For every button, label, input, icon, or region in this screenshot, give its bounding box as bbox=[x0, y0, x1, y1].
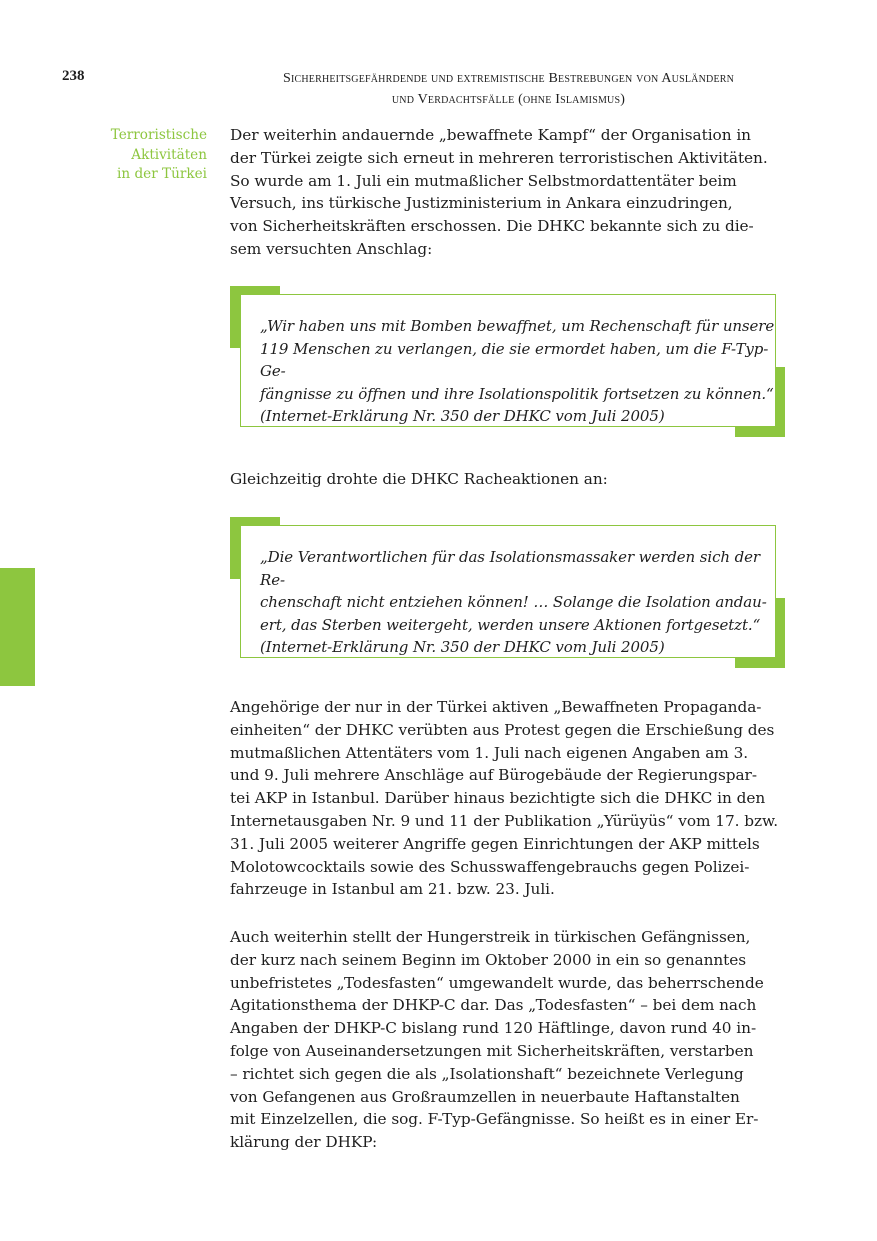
paragraph-4: Auch weiterhin stellt der Hungerstreik in türkischen Gefängnissen, der kurz nach seinem Beginn im Oktober 2000 in ein so genanntes unbefristetes „Todesfasten“ umgewandelt wurde, das beherrschende Agitationsthema der DHKP-C dar. Das „Todesfasten“ – bei dem nach Angaben der DHKP-C bislang rund 120 Häftlinge, davon rund 40 in- folge von Auseinandersetzungen mit Sicherheitskräften, verstarben – richtet sich gegen die als „Isolationshaft“ bezeichnete Verlegung von Gefangenen aus Großraumzellen in neuerbaute Haftanstalten mit Einzelzellen, die sog. F-Typ-Gefängnisse. So heißt es in einer Er- klärung der DHKP: bbox=[230, 928, 764, 1152]
quote-frame bbox=[240, 294, 776, 427]
paragraph-2: Gleichzeitig drohte die DHKC Racheaktionen an: bbox=[230, 470, 608, 488]
page-number: 238 bbox=[62, 68, 85, 84]
running-header-line-2: und Verdachtsfälle (ohne Islamismus) bbox=[391, 92, 626, 107]
quote-frame bbox=[240, 525, 776, 658]
margin-note-text: Terroristische Aktivitäten in der Türkei bbox=[110, 127, 207, 182]
margin-note bbox=[60, 126, 207, 185]
quote-text-1: „Wir haben uns mit Bomben bewaffnet, um Rechenschaft für unsere 119 Menschen zu verlangen, die sie ermordet haben, um die F-Typ-Ge- fängnisse zu öffnen und ihre Isolationspolitik fortsetzen zu können.“ (Internet-Erklärung Nr. 350 der DHKC vom Juli 2005) bbox=[260, 317, 775, 426]
quote-text-2: „Die Verantwortlichen für das Isolationsmassaker werden sich der Re- chenschaft nicht entziehen können! … Solange die Isolation andau- ert, das Sterben weitergeht, werden unsere Aktionen fortgesetzt.“ (Internet-Erklärung Nr. 350 der DHKC vom Juli 2005) bbox=[260, 548, 767, 657]
running-header bbox=[230, 68, 787, 110]
paragraph-1: Der weiterhin andauernde „bewaffnete Kampf“ der Organisation in der Türkei zeigte sich erneut in mehreren terroristischen Aktivitäten. So wurde am 1. Juli ein mutmaßlicher Selbstmordattentäter beim Versuch, ins türkische Justizministerium in Ankara einzudringen, von Sicherheitskräften erschossen. Die DHKC bekannte sich zu die- sem versuchten Anschlag: bbox=[230, 126, 768, 258]
running-header-line-1: Sicherheitsgefährdende und extremistische Bestrebungen von Ausländern bbox=[282, 71, 735, 86]
paragraph-3: Angehörige der nur in der Türkei aktiven „Bewaffneten Propaganda- einheiten“ der DHKC verübten aus Protest gegen die Erschießung des mutmaßlichen Attentäters vom 1. Juli nach eigenen Angaben am 3. und 9. Juli mehrere Anschläge auf Bürogebäude der Regierungspar- tei AKP in Istanbul. Darüber hinaus bezichtigte sich die DHKC in den Internetausgaben Nr. 9 und 11 der Publikation „Yürüyüs“ vom 17. bzw. 31. Juli 2005 weiterer Angriffe gegen Einrichtungen der AKP mittels Molotowcocktails sowie des Schusswaffengebrauchs gegen Polizei- fahrzeuge in Istanbul am 21. bzw. 23. Juli. bbox=[230, 698, 779, 899]
quote-box-1 bbox=[230, 286, 785, 437]
chapter-tab-marker bbox=[0, 568, 35, 686]
quote-box-2 bbox=[230, 517, 785, 668]
